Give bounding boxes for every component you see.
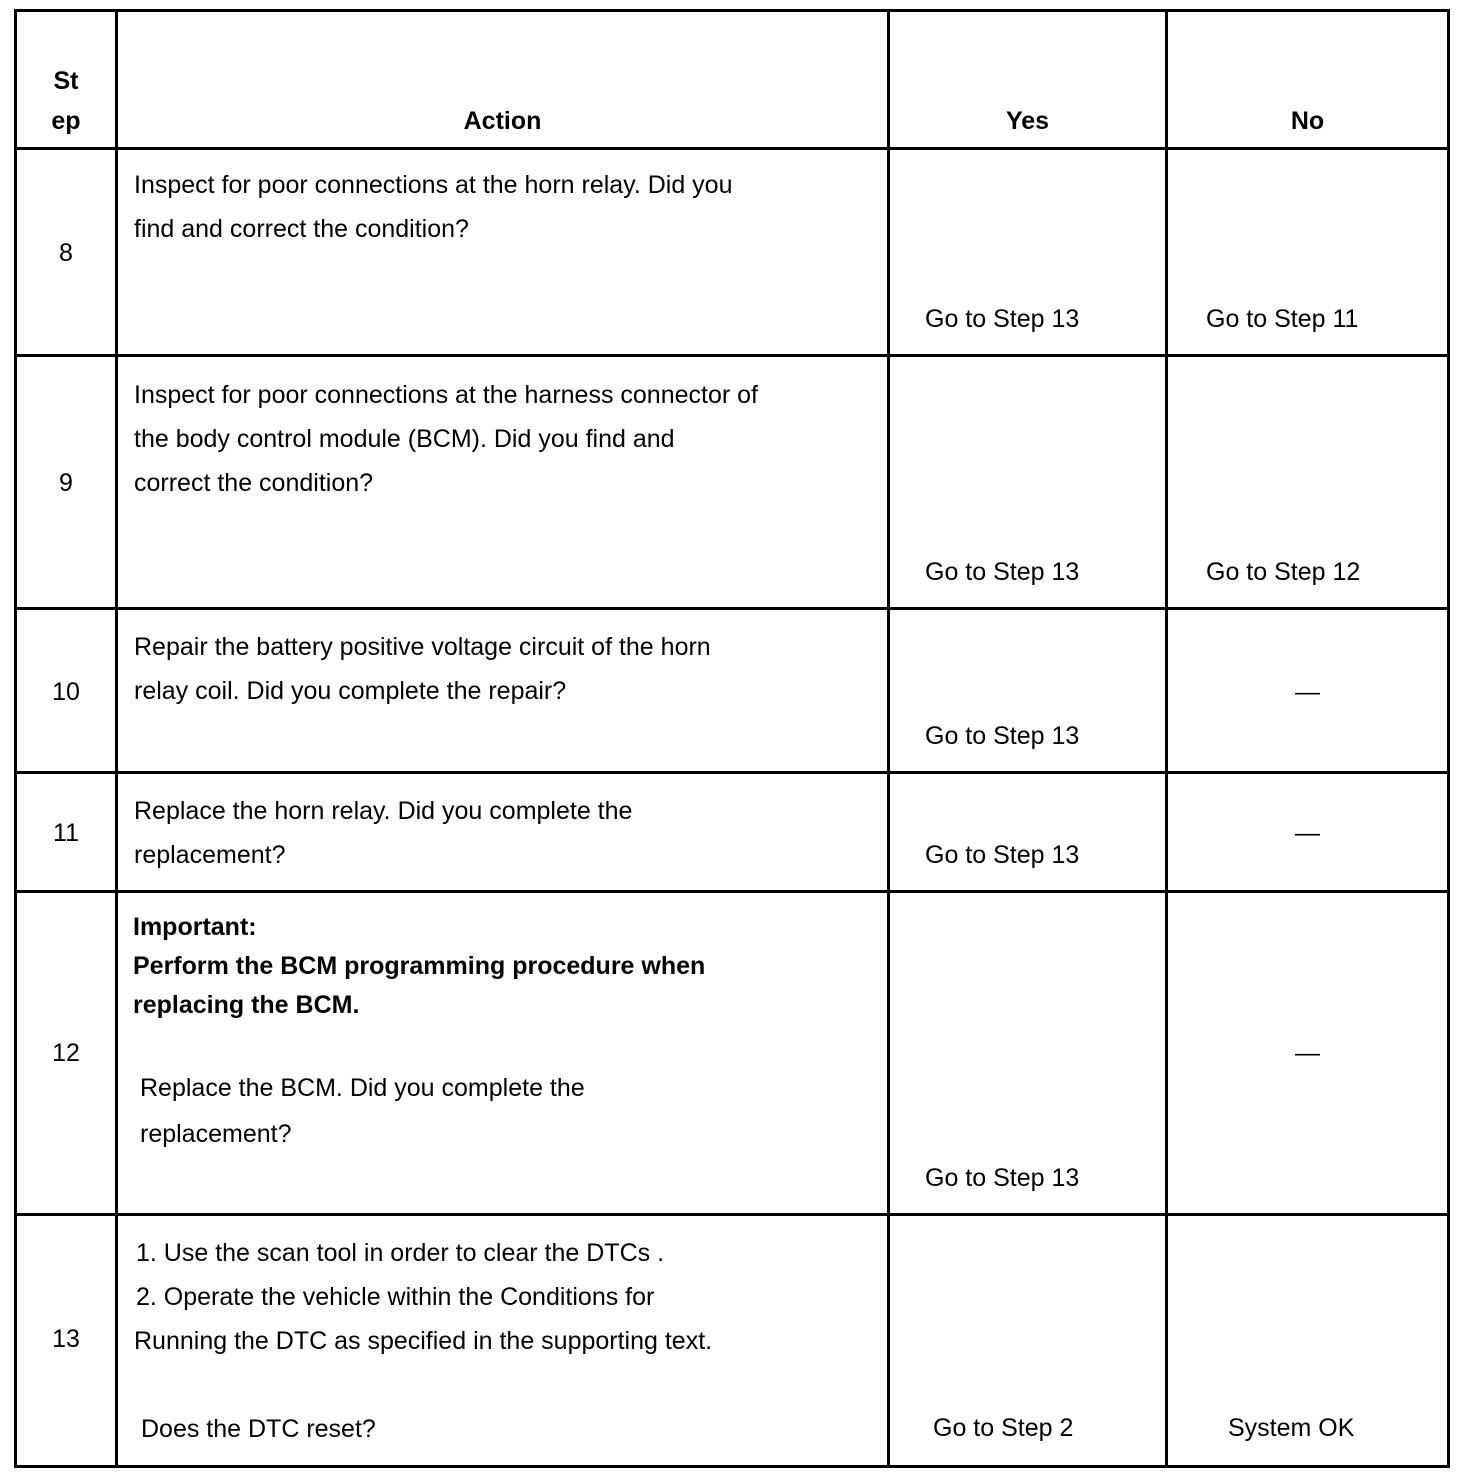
header-no: No: [1290, 107, 1325, 135]
no-cell: Go to Step 12: [1206, 558, 1361, 586]
action-text: [134, 789, 632, 877]
step-number: 9: [59, 469, 73, 497]
table-border-bottom: [14, 1465, 1450, 1468]
action-line: 1. Use the scan tool in order to clear the DTCs .: [136, 1239, 665, 1267]
important-line: replacing the BCM.: [133, 991, 360, 1019]
header-yes: Yes: [1005, 107, 1050, 135]
no-cell: —: [1295, 1039, 1320, 1067]
column-divider: [1165, 9, 1168, 1468]
yes-cell: Go to Step 13: [925, 305, 1080, 333]
header-action: Action: [463, 107, 542, 135]
row-divider: [14, 354, 1450, 357]
action-line: replacement?: [134, 841, 286, 869]
action-line: relay coil. Did you complete the repair?: [134, 677, 567, 705]
header-divider: [14, 147, 1450, 150]
action-line: Running the DTC as specified in the supporting text.: [134, 1327, 713, 1355]
action-text: [140, 1065, 585, 1157]
row-divider: [14, 607, 1450, 610]
action-line: Replace the BCM. Did you complete the: [140, 1074, 585, 1102]
action-line: Inspect for poor connections at the horn relay. Did you: [134, 171, 733, 199]
action-line: Replace the horn relay. Did you complete the: [134, 797, 633, 825]
yes-cell: Go to Step 13: [925, 1164, 1080, 1192]
action-text: [134, 373, 758, 505]
action-line: 2. Operate the vehicle within the Conditions for: [136, 1283, 655, 1311]
action-line: find and correct the condition?: [134, 215, 469, 243]
action-line: the body control module (BCM). Did you find and: [134, 425, 675, 453]
row-divider: [14, 890, 1450, 893]
important-note: [133, 908, 705, 1025]
header-step-line2: ep: [51, 107, 81, 135]
action-text: [134, 625, 711, 713]
step-number: 10: [52, 678, 80, 706]
column-divider: [887, 9, 890, 1468]
no-cell: —: [1295, 678, 1320, 706]
no-cell: —: [1295, 819, 1320, 847]
column-divider: [115, 9, 118, 1468]
no-cell: System OK: [1228, 1414, 1355, 1442]
action-line: Repair the battery positive voltage circuit of the horn: [134, 633, 711, 661]
row-divider: [14, 1213, 1450, 1216]
header-step-line1: St: [53, 67, 79, 95]
step-number: 13: [52, 1325, 80, 1353]
yes-cell: Go to Step 13: [925, 841, 1080, 869]
action-text: [134, 163, 733, 251]
action-line: Inspect for poor connections at the harness connector of: [134, 381, 758, 409]
table-border-top: [14, 9, 1450, 12]
action-text: [134, 1231, 712, 1451]
no-cell: Go to Step 11: [1206, 305, 1359, 333]
row-divider: [14, 771, 1450, 774]
important-label: Important:: [133, 913, 257, 941]
action-line: replacement?: [140, 1120, 292, 1148]
step-number: 8: [59, 239, 73, 267]
yes-cell: Go to Step 2: [933, 1414, 1074, 1442]
table-border-left: [14, 9, 17, 1468]
action-line: Does the DTC reset?: [141, 1415, 376, 1443]
action-line: correct the condition?: [134, 469, 374, 497]
yes-cell: Go to Step 13: [925, 722, 1080, 750]
important-line: Perform the BCM programming procedure when: [133, 952, 706, 980]
header-step: [17, 61, 115, 141]
diagnostic-table: [14, 9, 1450, 1468]
table-border-right: [1447, 9, 1450, 1468]
step-number: 11: [53, 819, 79, 847]
step-number: 12: [52, 1039, 80, 1067]
yes-cell: Go to Step 13: [925, 558, 1080, 586]
